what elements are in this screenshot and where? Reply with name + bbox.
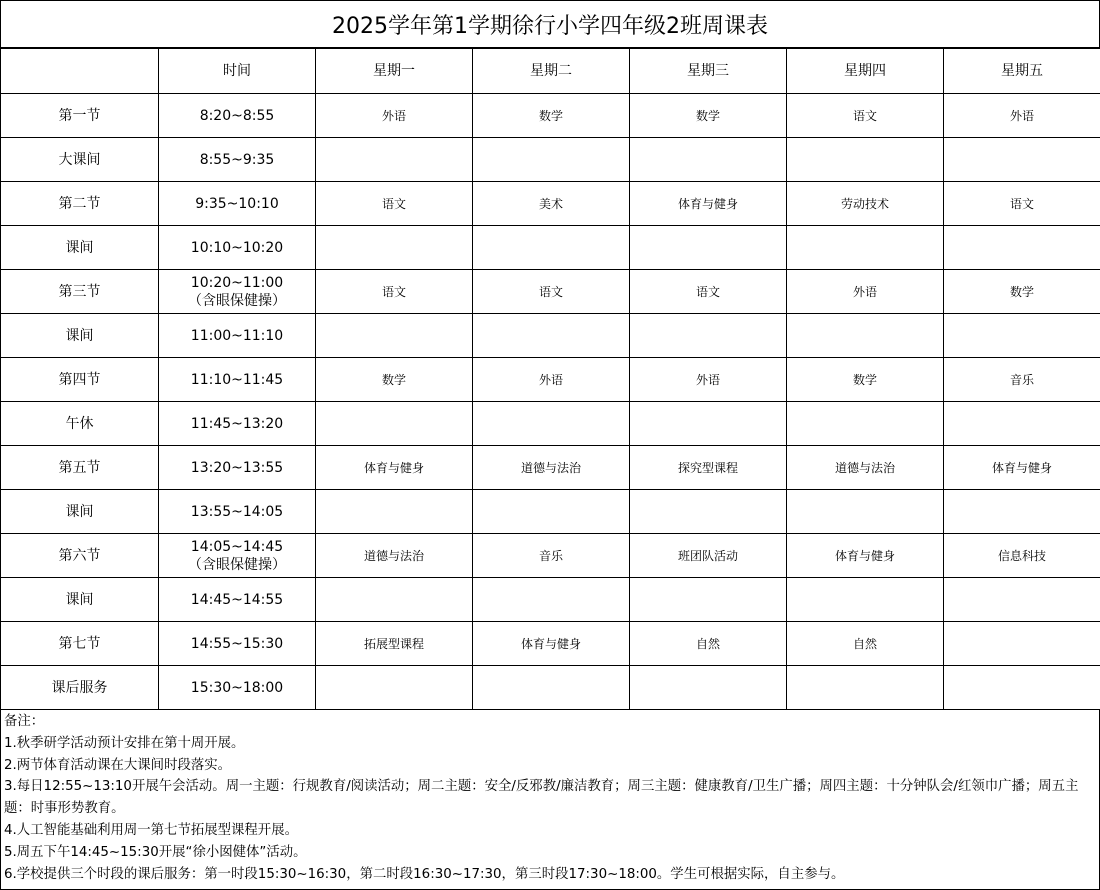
header-wednesday: 星期三 [630, 49, 787, 94]
period-label: 第三节 [1, 270, 159, 314]
course-cell-friday: 外语 [944, 94, 1100, 138]
note-item-3: 3.每日12:55~13:10开展午会活动。周一主题：行规教育/阅读活动；周二主题：安全/反邪教/廉洁教育；周三主题：健康教育/卫生广播；周四主题：十分钟队会/红领巾广播；周五主题：时事形势教育。 [4, 779, 1079, 817]
course-cell-tuesday: 音乐 [473, 534, 630, 578]
period-label: 大课间 [1, 138, 159, 182]
course-cell-tuesday: 道德与法治 [473, 446, 630, 490]
course-cell-monday [316, 226, 473, 270]
period-time-cell [159, 622, 316, 666]
course-cell-monday [316, 402, 473, 446]
period-time-cell [159, 94, 316, 138]
course-cell-monday: 外语 [316, 94, 473, 138]
note-item-5: 5.周五下午14:45~15:30开展“徐小囡健体”活动。 [4, 844, 307, 860]
course-cell-friday [944, 666, 1100, 710]
course-cell-thursday: 体育与健身 [787, 534, 944, 578]
course-cell-tuesday: 语文 [473, 270, 630, 314]
period-time-cell [159, 226, 316, 270]
period-time: 10:20~11:00 [190, 274, 284, 291]
period-time-cell [159, 666, 316, 710]
course-cell-friday: 音乐 [944, 358, 1100, 402]
period-time-cell [159, 446, 316, 490]
course-cell-friday [944, 314, 1100, 358]
timetable-row [1, 578, 1100, 622]
course-cell-wednesday [630, 578, 787, 622]
course-cell-friday [944, 490, 1100, 534]
course-cell-wednesday [630, 402, 787, 446]
timetable-row [1, 622, 1100, 666]
course-cell-monday [316, 314, 473, 358]
header-corner-cell [1, 49, 159, 94]
course-cell-friday: 体育与健身 [944, 446, 1100, 490]
course-cell-wednesday: 探究型课程 [630, 446, 787, 490]
course-cell-monday: 数学 [316, 358, 473, 402]
period-time-cell [159, 182, 316, 226]
header-monday: 星期一 [316, 49, 473, 94]
period-time-cell [159, 402, 316, 446]
course-cell-wednesday: 外语 [630, 358, 787, 402]
header-tuesday: 星期二 [473, 49, 630, 94]
period-time-cell [159, 490, 316, 534]
period-label: 第六节 [1, 534, 159, 578]
note-item-6: 6.学校提供三个时段的课后服务：第一时段15:30~16:30，第二时段16:30~17:30，第三时段17:30~18:00。学生可根据实际，自主参与。 [4, 866, 845, 882]
course-cell-tuesday [473, 578, 630, 622]
period-time: 9:35~10:10 [195, 195, 279, 212]
course-cell-tuesday: 美术 [473, 182, 630, 226]
course-cell-thursday [787, 226, 944, 270]
timetable-row [1, 226, 1100, 270]
timetable-title: 2025学年第1学期徐行小学四年级2班周课表 [0, 0, 1100, 48]
note-item-2: 2.两节体育活动课在大课间时段落实。 [4, 757, 232, 773]
course-cell-tuesday [473, 226, 630, 270]
course-cell-thursday: 数学 [787, 358, 944, 402]
course-cell-friday: 数学 [944, 270, 1100, 314]
period-time: 13:55~14:05 [190, 503, 284, 520]
course-cell-thursday: 外语 [787, 270, 944, 314]
timetable-row [1, 446, 1100, 490]
period-label: 第一节 [1, 94, 159, 138]
period-label: 第四节 [1, 358, 159, 402]
course-cell-wednesday: 自然 [630, 622, 787, 666]
timetable-row [1, 138, 1100, 182]
period-time-note: （含眼保健操） [188, 556, 286, 573]
header-thursday: 星期四 [787, 49, 944, 94]
course-cell-thursday: 自然 [787, 622, 944, 666]
course-cell-thursday: 道德与法治 [787, 446, 944, 490]
period-time-note: （含眼保健操） [188, 292, 286, 309]
header-friday: 星期五 [944, 49, 1100, 94]
course-cell-thursday [787, 666, 944, 710]
period-time-cell [159, 358, 316, 402]
period-time: 8:20~8:55 [199, 107, 275, 124]
course-cell-thursday [787, 490, 944, 534]
header-row [1, 49, 1100, 94]
timetable-row [1, 94, 1100, 138]
course-cell-friday [944, 138, 1100, 182]
course-cell-wednesday: 语文 [630, 270, 787, 314]
course-cell-tuesday [473, 314, 630, 358]
note-item-1: 1.秋季研学活动预计安排在第十周开展。 [4, 735, 245, 751]
period-label: 课间 [1, 314, 159, 358]
period-time-cell [159, 534, 316, 578]
course-cell-thursday: 劳动技术 [787, 182, 944, 226]
period-time-cell [159, 270, 316, 314]
course-cell-tuesday [473, 402, 630, 446]
course-cell-monday [316, 666, 473, 710]
course-cell-wednesday [630, 490, 787, 534]
period-label: 课后服务 [1, 666, 159, 710]
course-cell-thursday [787, 578, 944, 622]
course-cell-friday: 语文 [944, 182, 1100, 226]
period-time: 14:05~14:45 [190, 538, 284, 555]
course-cell-monday: 体育与健身 [316, 446, 473, 490]
period-time: 14:55~15:30 [190, 635, 284, 652]
course-cell-tuesday: 体育与健身 [473, 622, 630, 666]
course-cell-friday [944, 578, 1100, 622]
period-time-cell [159, 578, 316, 622]
course-cell-thursday [787, 402, 944, 446]
timetable-row [1, 490, 1100, 534]
course-cell-wednesday [630, 314, 787, 358]
period-label: 午休 [1, 402, 159, 446]
course-cell-thursday [787, 314, 944, 358]
period-time: 15:30~18:00 [190, 679, 284, 696]
notes-heading: 备注： [4, 714, 45, 729]
course-cell-friday [944, 402, 1100, 446]
course-cell-wednesday: 班团队活动 [630, 534, 787, 578]
timetable-row [1, 402, 1100, 446]
period-time: 8:55~9:35 [199, 151, 275, 168]
course-cell-tuesday [473, 666, 630, 710]
header-time: 时间 [159, 49, 316, 94]
timetable-row [1, 534, 1100, 578]
course-cell-tuesday: 数学 [473, 94, 630, 138]
course-cell-friday [944, 622, 1100, 666]
period-time-cell [159, 314, 316, 358]
timetable-row [1, 358, 1100, 402]
course-cell-tuesday: 外语 [473, 358, 630, 402]
period-label: 第五节 [1, 446, 159, 490]
timetable-row [1, 182, 1100, 226]
period-time: 11:00~11:10 [190, 327, 284, 344]
timetable-grid [0, 48, 1100, 710]
course-cell-thursday: 语文 [787, 94, 944, 138]
course-cell-monday [316, 138, 473, 182]
notes-section [0, 709, 1100, 890]
period-time: 14:45~14:55 [190, 591, 284, 608]
note-item-4: 4.人工智能基础利用周一第七节拓展型课程开展。 [4, 822, 298, 838]
period-label: 课间 [1, 226, 159, 270]
period-time: 13:20~13:55 [190, 459, 284, 476]
timetable-row [1, 314, 1100, 358]
course-cell-friday [944, 226, 1100, 270]
course-cell-monday: 拓展型课程 [316, 622, 473, 666]
course-cell-wednesday [630, 138, 787, 182]
course-cell-monday: 语文 [316, 270, 473, 314]
period-label: 第二节 [1, 182, 159, 226]
period-time-cell [159, 138, 316, 182]
course-cell-wednesday: 数学 [630, 94, 787, 138]
course-cell-thursday [787, 138, 944, 182]
course-cell-monday: 道德与法治 [316, 534, 473, 578]
period-time: 11:10~11:45 [190, 371, 284, 388]
timetable-row [1, 270, 1100, 314]
course-cell-wednesday [630, 666, 787, 710]
period-label: 课间 [1, 578, 159, 622]
period-label: 课间 [1, 490, 159, 534]
period-time: 10:10~10:20 [190, 239, 284, 256]
course-cell-wednesday: 体育与健身 [630, 182, 787, 226]
period-time: 11:45~13:20 [190, 415, 284, 432]
course-cell-monday: 语文 [316, 182, 473, 226]
timetable-row [1, 666, 1100, 710]
course-cell-wednesday [630, 226, 787, 270]
period-label: 第七节 [1, 622, 159, 666]
course-cell-tuesday [473, 138, 630, 182]
course-cell-monday [316, 578, 473, 622]
course-cell-friday: 信息科技 [944, 534, 1100, 578]
course-cell-tuesday [473, 490, 630, 534]
course-cell-monday [316, 490, 473, 534]
